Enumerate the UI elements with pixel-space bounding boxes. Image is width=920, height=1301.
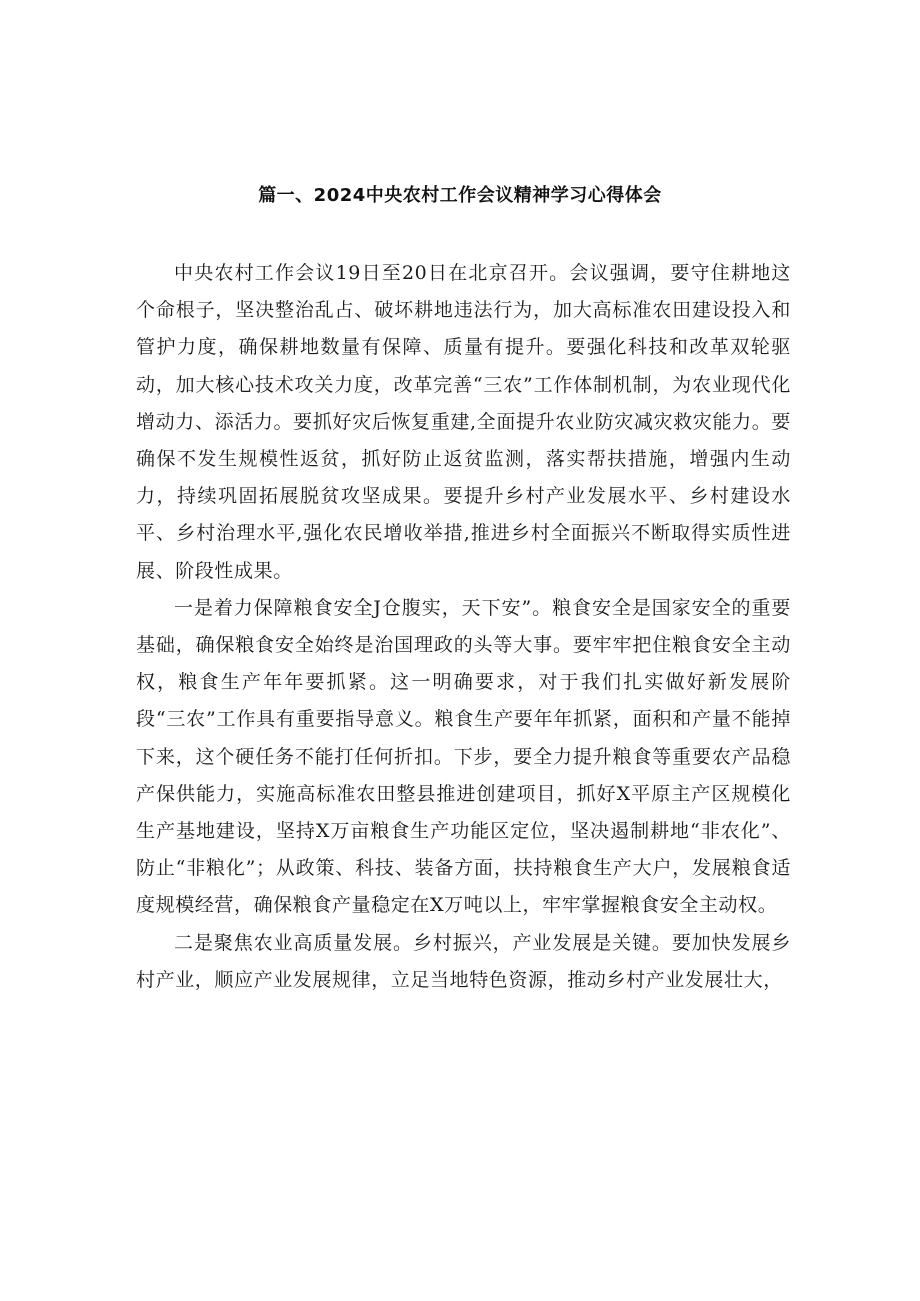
paragraph-agriculture-development: 二是聚焦农业高质量发展。乡村振兴，产业发展是关键。要加快发展乡村产业，顺应产业发展规律，立足当地特色资源，推动乡村产业发展壮大， [136,931,791,991]
paragraph-intro: 中央农村工作会议19日至20日在北京召开。会议强调，要守住耕地这个命根子，坚决整治乱占、破坏耕地违法行为，加大高标准农田建设投入和管护力度，确保耕地数量有保障、质量有提升。要强化科技和改革双轮驱动，加大核心技术攻关力度，改革完善“三农”工作体制机制，为农业现代化增动力、添活力。要抓好灾后恢复重建,全面提升农业防灾减灾救灾能力。要确保不发生规模性返贫，抓好防止返贫监测，落实帮扶措施，增强内生动力，持续巩固拓展脱贫攻坚成果。要提升乡村产业发展水平、乡村建设水平、乡村治理水平,强化农民增收举措,推进乡村全面振兴不断取得实质性进展、阶段性成果。 [136,262,791,582]
document-title: 篇一、2024中央农村工作会议精神学习心得体会 [258,185,662,206]
document-body [136,255,791,999]
paragraph-food-security: 一是着力保障粮食安全J仓腹实，天下安”。粮食安全是国家安全的重要基础，确保粮食安全始终是治国理政的头等大事。要牢牢把住粮食安全主动权，粮食生产年年要抓紧。这一明确要求，对于我们扎实做好新发展阶段“三农”工作具有重要指导意义。粮食生产要年年抓紧，面积和产量不能掉下来，这个硬任务不能打任何折扣。下步，要全力提升粮食等重要农产品稳产保供能力，实施高标准农田整县推进创建项目，抓好X平原主产区规模化生产基地建设，坚持X万亩粮食生产功能区定位，坚决遏制耕地“非农化”、防止“非粮化”；从政策、科技、装备方面，扶持粮食生产大户，发展粮食适度规模经营，确保粮食产量稳定在X万吨以上，牢牢掌握粮食安全主动权。 [136,596,791,917]
